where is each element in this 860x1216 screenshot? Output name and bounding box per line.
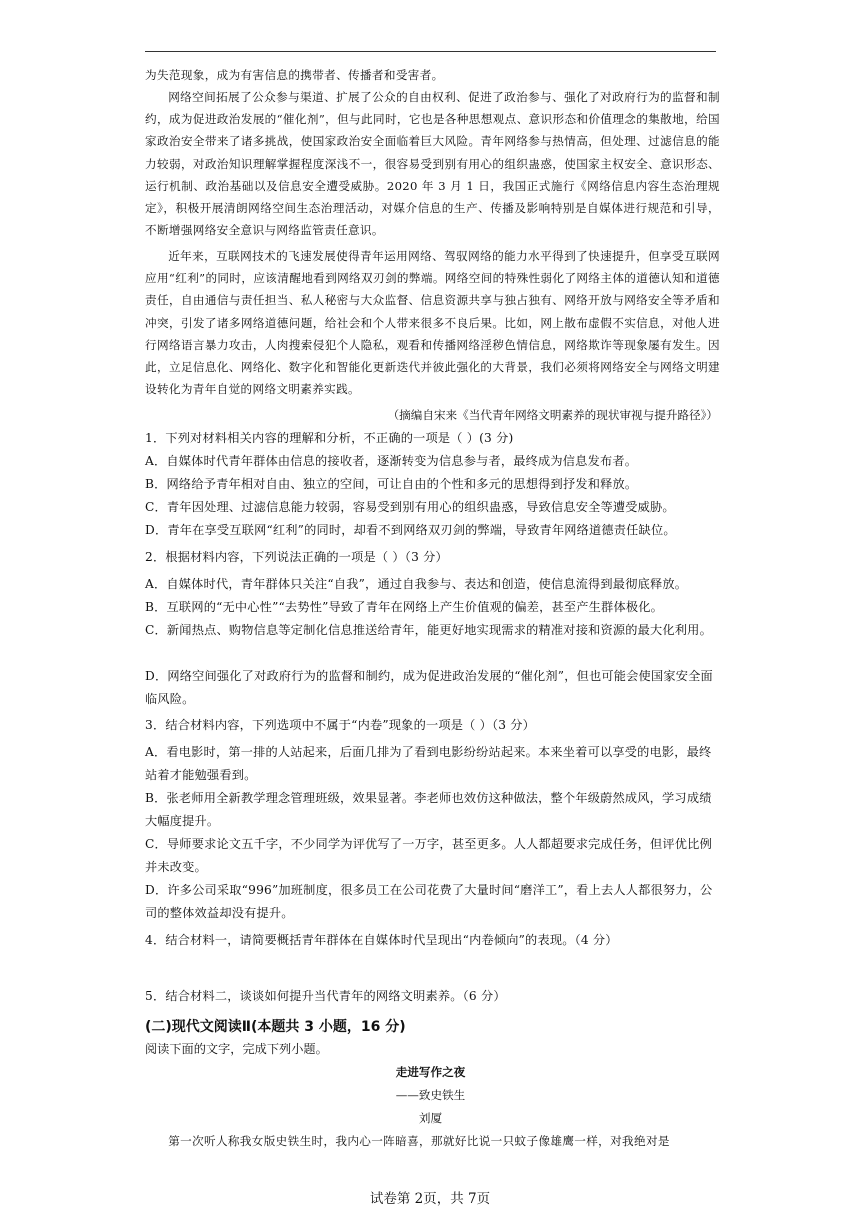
passage-citation: （摘编自宋来《当代青年网络文明素养的现状审视与提升路径》）	[387, 408, 718, 422]
question-4-stem: 4．结合材料一，请简要概括青年群体在自媒体时代呈现出“内卷倾向”的表现。（4 分）	[145, 933, 618, 947]
question-3-stem: 3．结合材料内容，下列选项中不属于“内卷”现象的一项是（ ）（3 分）	[145, 718, 536, 732]
article-author: 刘厦	[418, 1111, 443, 1125]
passage-paragraph-1: 网络空间拓展了公众参与渠道、扩展了公众的自由权利、促进了政治参与、强化了对政府行为的监督和制约，成为促进政治发展的“催化剂”，但与此同时，它也是各种思想观点、意识形态和价值理念的集散地，给国家政治安全带来了诸多挑战，使国家政治安全面临着巨大风险。青年网络参与热情高，但处理、过滤信息的能力较弱，对政治知识理解掌握程度深浅不一，很容易受到别有用心的组织蛊惑，使国家主权安全、意识形态、运行机制、政治基础以及信息安全遭受威胁。2020 年 3 月 1 日，我国正式施行《网络信息内容生态治理规定》，积极开展清朗网络空间生态治理活动，对媒介信息的生产、传播及影响特别是自媒体进行规范和引导，不断增强网络安全意识与网络监管责任意识。	[145, 90, 720, 238]
question-1-option-d: D．青年在享受互联网“红利”的同时，却看不到网络双刃剑的弊端，导致青年网络道德责任缺位。	[145, 523, 676, 537]
question-1-stem: 1．下列对材料相关内容的理解和分析，不正确的一项是（ ）(3 分)	[145, 431, 514, 445]
question-2-option-d: D．网络空间强化了对政府行为的监督和制约，成为促进政治发展的“催化剂”，但也可能会使国家安全面临风险。	[145, 669, 713, 706]
question-2-option-b: B．互联网的“无中心性”“去势性”导致了青年在网络上产生价值观的偏差，甚至产生群体极化。	[145, 600, 663, 614]
article-subtitle: ——致史铁生	[395, 1088, 466, 1102]
question-3-option-b: B．张老师用全新教学理念管理班级，效果显著。李老师也效仿这种做法，整个年级蔚然成风，学习成绩大幅度提升。	[145, 791, 712, 828]
article-title: 走进写作之夜	[395, 1065, 466, 1079]
question-5-stem: 5．结合材料二，谈谈如何提升当代青年的网络文明素养。（6 分）	[145, 989, 506, 1003]
question-2-stem: 2．根据材料内容，下列说法正确的一项是（ ）（3 分）	[145, 550, 448, 564]
question-3-option-a: A．看电影时，第一排的人站起来，后面几排为了看到电影纷纷站起来。本来坐着可以享受的电影，最终站着才能勉强看到。	[145, 745, 712, 782]
page-footer: 试卷第 2页，共 7页	[369, 1191, 491, 1207]
question-3-option-d: D．许多公司采取“996”加班制度，很多员工在公司花费了大量时间“磨洋工”，看上去人人都很努力，公司的整体效益却没有提升。	[145, 883, 713, 920]
passage-line-continuation: 为失范现象，成为有害信息的携带者、传播者和受害者。	[145, 68, 444, 82]
passage-paragraph-2: 近年来，互联网技术的飞速发展使得青年运用网络、驾驭网络的能力水平得到了快速提升，但享受互联网应用“红利”的同时，应该清醒地看到网络双刃剑的弊端。网络空间的特殊性弱化了网络主体的道德认知和道德责任，自由通信与责任担当、私人秘密与大众监督、信息资源共享与独占独有、网络开放与网络安全等矛盾和冲突，引发了诸多网络道德问题，给社会和个人带来很多不良后果。比如，网上散布虚假不实信息，对他人进行网络语言暴力攻击，人肉搜索侵犯个人隐私，观看和传播网络淫秽色情信息，网络欺诈等现象屡有发生。因此，立足信息化、网络化、数字化和智能化更新迭代并彼此强化的大背景，我们必须将网络安全与网络文明建设转化为青年自觉的网络文明素养实践。	[145, 249, 720, 397]
question-1-option-a: A．自媒体时代青年群体由信息的接收者，逐渐转变为信息参与者，最终成为信息发布者。	[145, 454, 638, 468]
section-2-title: (二)现代文阅读Ⅱ(本题共 3 小题，16 分)	[145, 1019, 406, 1035]
question-1-option-c: C．青年因处理、过滤信息能力较弱，容易受到别有用心的组织蛊惑，导致信息安全等遭受威胁。	[145, 500, 675, 514]
question-1-option-b: B．网络给予青年相对自由、独立的空间，可让自由的个性和多元的思想得到抒发和释放。	[145, 477, 638, 491]
section-2-instruction: 阅读下面的文字，完成下列小题。	[145, 1042, 328, 1056]
question-2-option-a: A．自媒体时代，青年群体只关注“自我”，通过自我参与、表达和创造，使信息流得到最彻底释放。	[145, 577, 688, 591]
article-first-line: 第一次听人称我女版史铁生时，我内心一阵暗喜，那就好比说一只蚊子像雄鹰一样，对我绝对是	[168, 1134, 670, 1148]
question-3-option-c: C．导师要求论文五千字，不少同学为评优写了一万字，甚至更多。人人都超要求完成任务，但评优比例并未改变。	[145, 837, 712, 874]
question-2-option-c: C．新闻热点、购物信息等定制化信息推送给青年，能更好地实现需求的精准对接和资源的最大化利用。	[145, 623, 712, 637]
header-rule	[145, 51, 716, 52]
